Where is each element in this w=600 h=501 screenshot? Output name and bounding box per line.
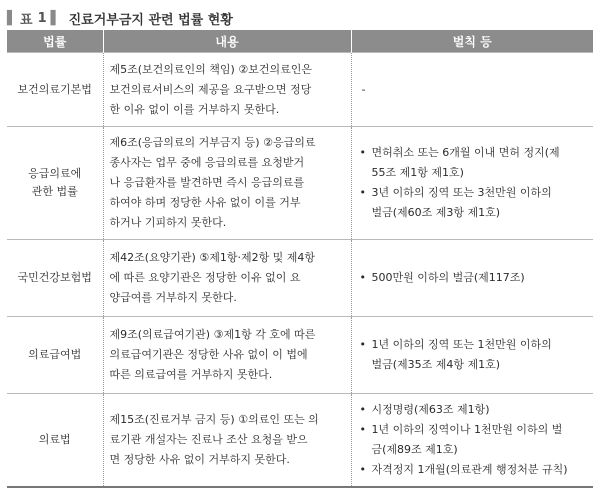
no-penalty-dash: -	[361, 82, 366, 96]
penalty-line: 벌금(제35조 제4항 제1호)	[371, 358, 501, 371]
content-cell	[103, 317, 351, 394]
content-line: 한 이유 없이 이를 거부하지 못한다.	[109, 102, 280, 116]
bullet-icon: •	[359, 271, 366, 284]
bullet-icon: •	[359, 146, 366, 159]
penalty-item	[360, 420, 588, 460]
penalty-line: 금(제89조 제1호)	[371, 443, 458, 456]
penalty-item	[360, 400, 588, 420]
penalty-cell	[351, 394, 593, 488]
penalty-line: 55조 제1항 제1호)	[371, 166, 464, 179]
table-title	[7, 6, 593, 30]
law-name-line: 보건의료기본법	[17, 82, 92, 96]
content-line: 보건의료서비스의 제공을 요구받으면 정당	[109, 82, 312, 96]
table-body	[7, 53, 593, 488]
bullet-icon: •	[359, 463, 366, 476]
penalty-item	[360, 268, 588, 288]
content-cell	[103, 127, 351, 240]
law-cell	[7, 127, 103, 240]
title-bar-left: ▌	[7, 10, 17, 26]
law-name-line: 의료급여법	[28, 348, 82, 361]
content-line: 종사자는 업무 중에 응급의료를 요청받거	[109, 156, 305, 169]
table-row	[7, 53, 593, 127]
table-row	[7, 127, 593, 240]
table-row	[7, 240, 593, 317]
law-name-line: 의료법	[38, 433, 71, 446]
penalty-line: 자격정지 1개월(의료관계 행정처분 규칙)	[371, 463, 568, 476]
law-cell	[7, 317, 103, 394]
penalty-cell	[351, 53, 593, 127]
penalty-line: 1년 이하의 징역 또는 1천만원 이하의	[371, 338, 552, 351]
law-name-line: 응급의료에	[28, 167, 82, 180]
table-header	[7, 30, 593, 53]
penalty-cell	[351, 317, 593, 394]
title-number: 1	[37, 10, 47, 26]
content-line: 제9조(의료급여기관) ③제1항 각 호에 따른	[109, 328, 316, 341]
bullet-icon: •	[359, 403, 366, 416]
content-line: 에 따른 요양기관은 정당한 이유 없이 요	[109, 271, 301, 284]
header-content: 내용	[103, 30, 351, 53]
title-label: 표	[20, 12, 34, 28]
header-penalty: 벌칙 등	[351, 30, 593, 53]
content-cell	[103, 53, 351, 127]
law-cell	[7, 53, 103, 127]
penalty-item	[360, 143, 588, 183]
content-line: 료기관 개설자는 진료나 조산 요청을 받으	[109, 433, 308, 446]
table-row	[7, 317, 593, 394]
content-cell	[103, 240, 351, 317]
law-cell	[7, 394, 103, 488]
penalty-item	[360, 335, 588, 375]
bullet-icon: •	[359, 423, 366, 436]
content-line: 나 응급환자를 발견하면 즉시 응급의료를	[109, 176, 305, 189]
penalty-line: 시정명령(제63조 제1항)	[371, 403, 490, 416]
content-line: 제5조(보건의료인의 책임) ②보건의료인은	[109, 62, 312, 76]
penalty-cell	[351, 127, 593, 240]
table-row	[7, 394, 593, 488]
content-line: 하거나 기피하지 못한다.	[109, 216, 227, 229]
content-line: 따른 의료급여를 거부하지 못한다.	[109, 368, 273, 381]
law-cell	[7, 240, 103, 317]
content-line: 제6조(응급의료의 거부금지 등) ②응급의료	[109, 136, 316, 149]
content-line: 면 정당한 사유 없이 거부하지 못한다.	[109, 453, 290, 466]
content-line: 의료급여기관은 정당한 사유 없이 이 법에	[109, 348, 308, 361]
penalty-line: 3년 이하의 징역 또는 3천만원 이하의	[371, 186, 552, 199]
content-line: 하여야 하며 정당한 사유 없이 이를 거부	[109, 196, 301, 209]
bullet-icon: •	[359, 338, 366, 351]
content-cell	[103, 394, 351, 488]
penalty-line: 1년 이하의 징역이나 1천만원 이하의 벌	[371, 423, 563, 436]
penalty-line: 500만원 이하의 벌금(제117조)	[371, 271, 525, 284]
law-name-line: 관한 법률	[31, 185, 78, 198]
law-table	[7, 30, 593, 488]
law-name-line: 국민건강보험법	[17, 271, 92, 284]
title-bar-right: ▌	[50, 10, 61, 26]
penalty-line: 벌금(제60조 제3항 제1호)	[371, 206, 501, 219]
penalty-item	[360, 460, 588, 480]
penalty-line: 면허취소 또는 6개월 이내 면허 정지(제	[371, 146, 560, 159]
header-law: 법률	[7, 30, 103, 53]
penalty-item	[360, 183, 588, 223]
title-text: 진료거부금지 관련 법률 현황	[68, 12, 233, 28]
penalty-cell	[351, 240, 593, 317]
content-line: 양급여를 거부하지 못한다.	[109, 291, 237, 304]
bullet-icon: •	[359, 186, 366, 199]
content-line: 제42조(요양기관) ⑤제1항·제2항 및 제4항	[109, 251, 316, 264]
content-line: 제15조(진료거부 금지 등) ①의료인 또는 의	[109, 413, 319, 426]
